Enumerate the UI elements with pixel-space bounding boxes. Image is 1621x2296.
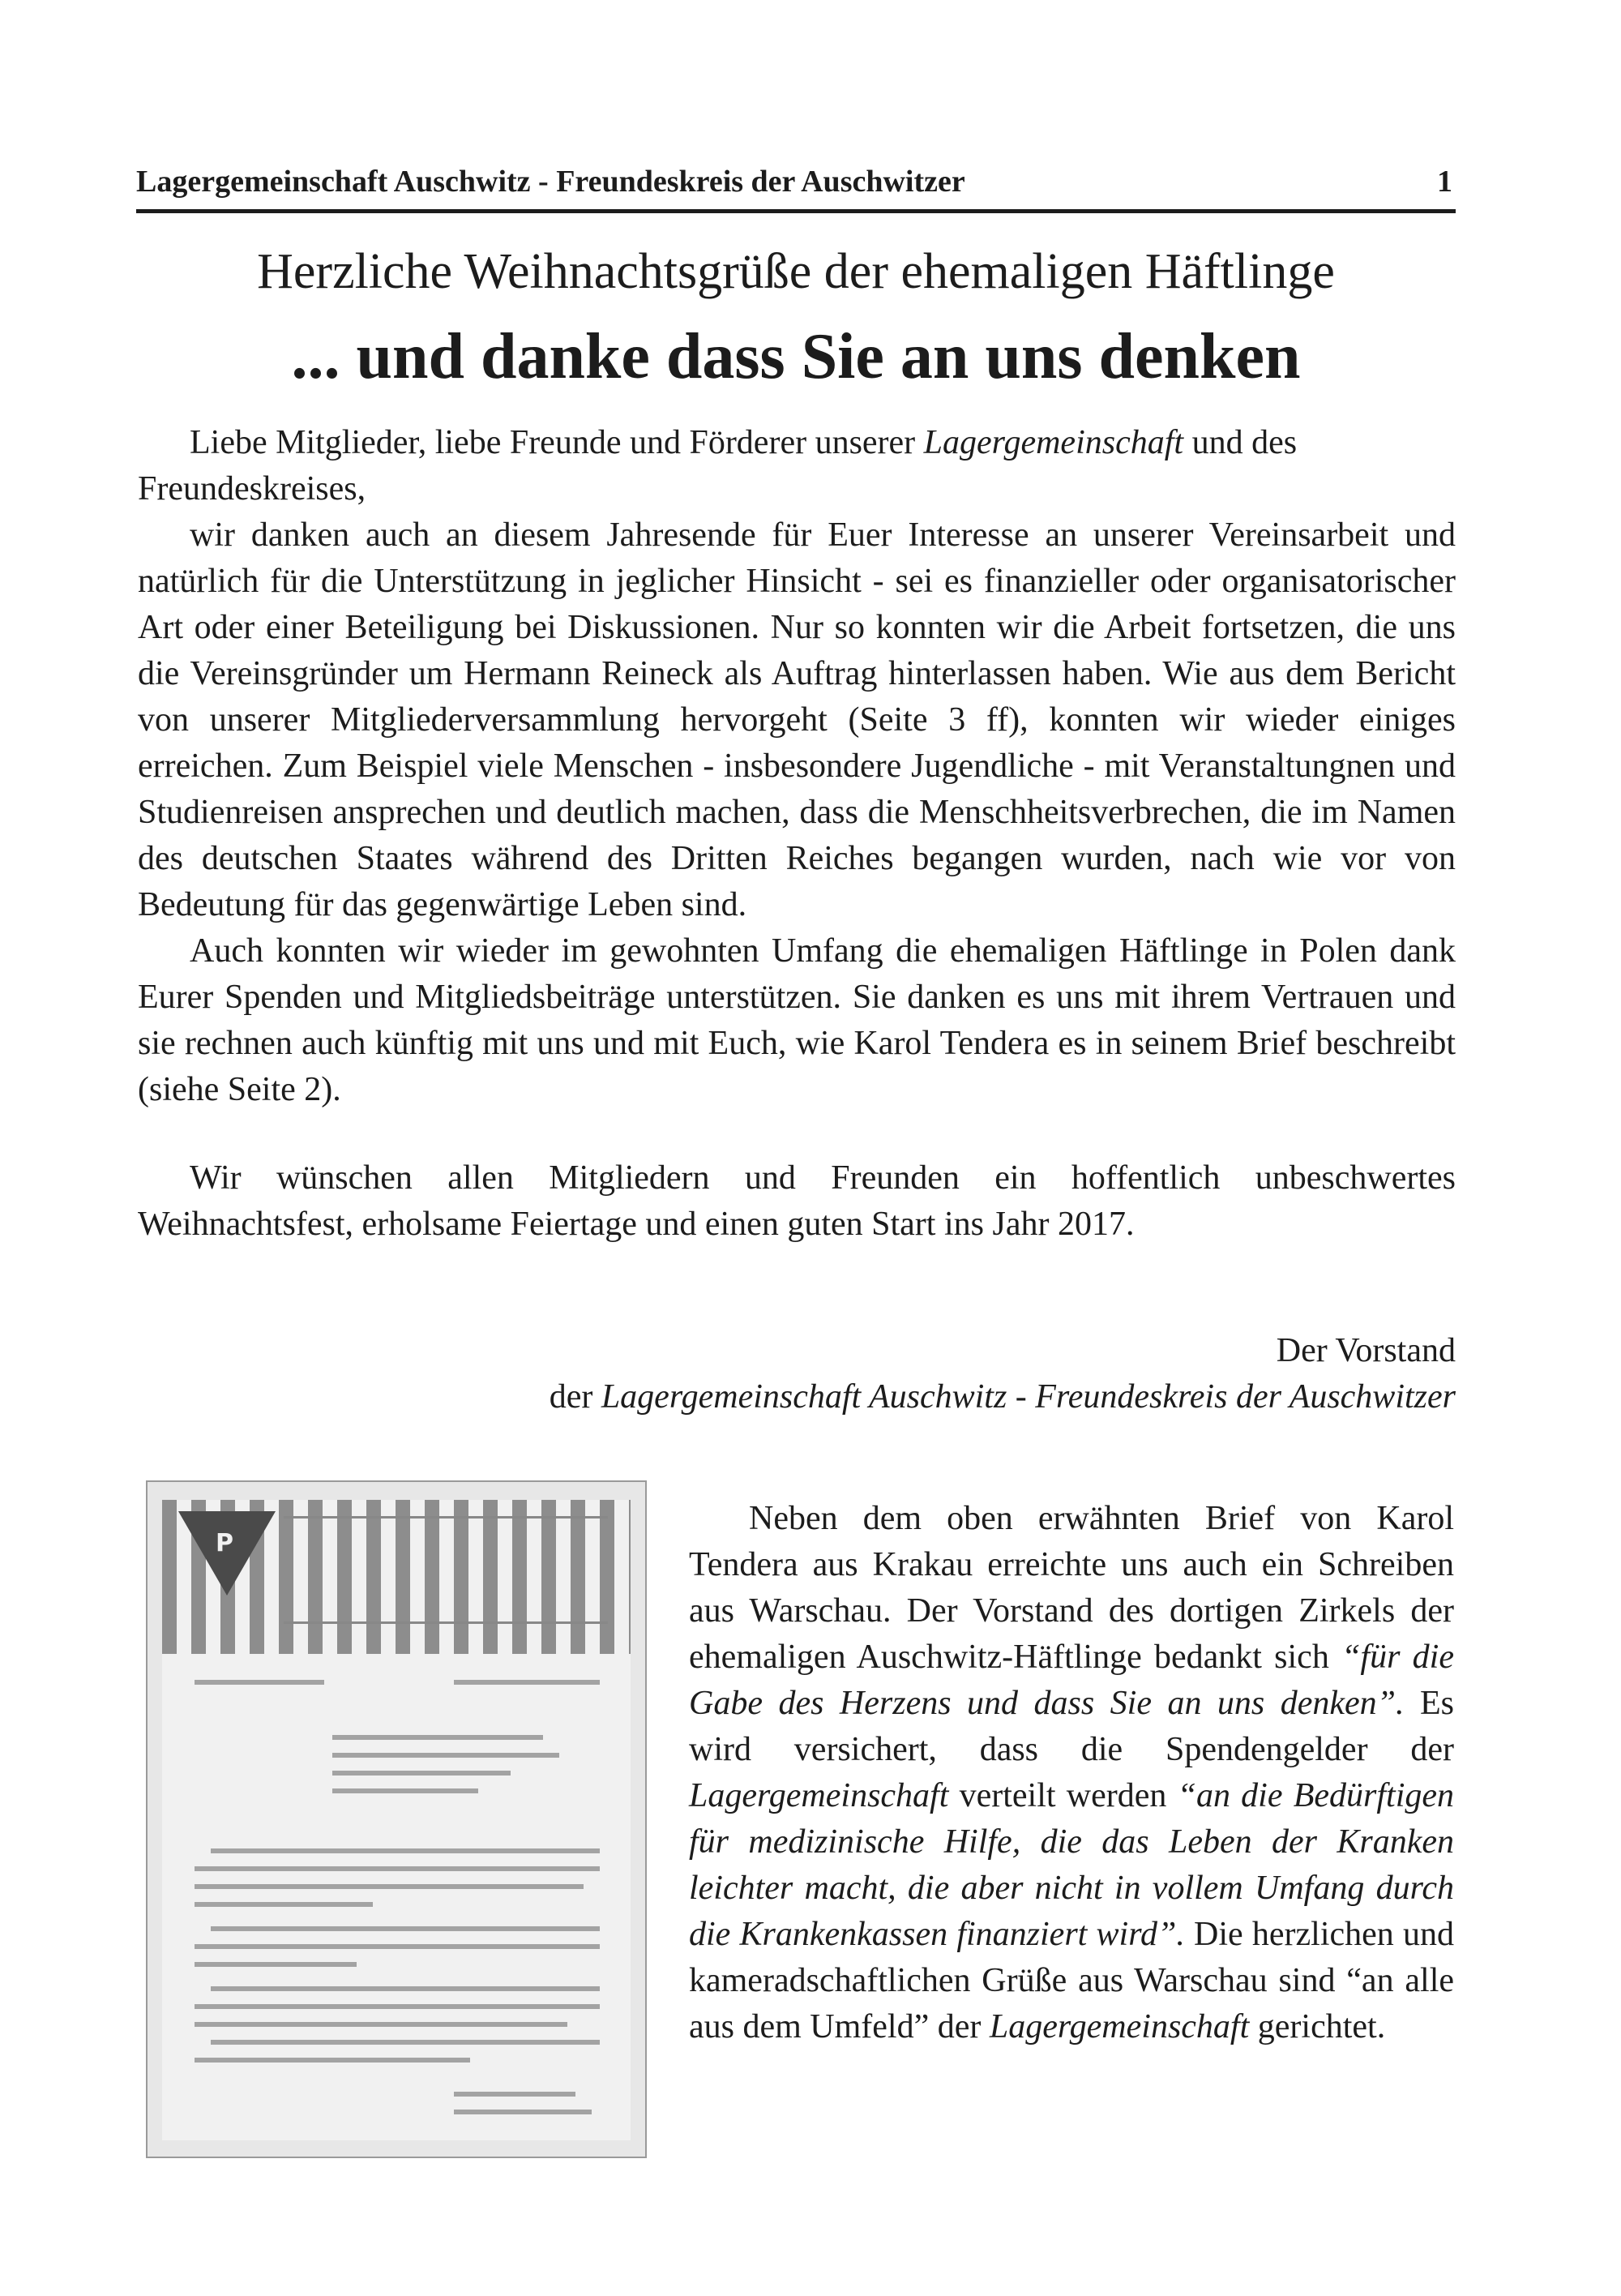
text-line: [211, 1848, 600, 1853]
signature-line1: Der Vorstand: [1276, 1332, 1456, 1369]
side-text-b: Es wird versichert, dass die Spendengelder der: [689, 1685, 1454, 1768]
text-line: [332, 1753, 559, 1758]
text-line: [195, 1680, 324, 1685]
text-line: [195, 2058, 470, 2063]
letterhead-line: [284, 1621, 608, 1624]
headline-line1: Herzliche Weihnachtsgrüße der ehemaligen Häftlinge: [257, 244, 1335, 299]
signature-line2-prefix: der: [549, 1378, 601, 1416]
header-title: Lagergemeinschaft Auschwitz - Freundeskreis der Auschwitzer: [136, 165, 965, 199]
letter-paragraph-3: Wir wünschen allen Mitgliedern und Freunden ein hoffentlich unbeschwertes Weihnachtsfest, erholsame Feiertage und einen guten Start ins Jahr 2017.: [138, 1159, 1456, 1243]
side-quote-2: “an die Bedürftigen für medizinische Hilfe, die das Leben der Kranken leichter macht, die aber nicht in vollem Umfang durch die Krankenkassen finanziert wird”.: [689, 1777, 1454, 1953]
letter-body: [138, 420, 1456, 1248]
side-text-c: verteilt werden: [948, 1777, 1178, 1814]
side-italic-2: Lagergemeinschaft: [989, 2008, 1250, 2045]
greeting-italic: Lagergemeinschaft: [923, 424, 1184, 461]
side-text-d: Die herzlichen und kameradschaftlichen Grüße aus Warschau sind “an alle aus dem Umfeld” der: [689, 1916, 1454, 2045]
page-number: 1: [1437, 165, 1452, 199]
text-line: [332, 1735, 543, 1740]
side-text-a: Neben dem oben erwähnten Brief von Karol Tendera aus Krakau erreichte uns auch ein Schreiben aus Warschau. Der Vorstand des dortigen Zirkels der ehemaligen Auschwitz-Häftlinge bedankt sich: [689, 1500, 1454, 1676]
letterhead-line: [284, 1516, 608, 1519]
text-line: [195, 1884, 584, 1889]
side-article-paragraph: [689, 1496, 1454, 2050]
text-line: [195, 1944, 600, 1949]
text-line: [211, 1986, 600, 1991]
text-line: [195, 1962, 357, 1967]
greeting-prefix: Liebe Mitglieder, liebe Freunde und Förderer unserer: [190, 424, 924, 461]
side-quote-1: “für die Gabe des Herzens und dass Sie an uns denken”.: [689, 1638, 1454, 1722]
text-line: [195, 2022, 567, 2027]
page-header: [136, 161, 1456, 213]
text-line: [195, 1866, 600, 1871]
letter-paragraph-2: Auch konnten wir wieder im gewohnten Umfang die ehemaligen Häftlinge in Polen dank Eurer Spenden und Mitgliedsbeiträge unterstützen. Sie danken es uns mit ihrem Vertrauen und sie rechnen auch künftig mit uns und mit Euch, wie Karol Tendera es in seinem Brief beschreibt (siehe Seite 2).: [138, 932, 1456, 1108]
side-article: [689, 1496, 1454, 2050]
text-line: [332, 1788, 478, 1793]
letter-photo: [146, 1480, 647, 2158]
text-line: [454, 2110, 592, 2114]
text-line: [454, 1680, 600, 1685]
side-italic-1: Lagergemeinschaft: [689, 1777, 949, 1814]
signature-line2-italic: Lagergemeinschaft Auschwitz - Freundeskreis der Auschwitzer: [601, 1378, 1456, 1416]
text-line: [454, 2092, 575, 2097]
text-line: [211, 1926, 600, 1931]
greeting-suffix: und des Freundeskreises,: [138, 424, 1298, 508]
text-line: [195, 2004, 600, 2009]
signature-line2: [138, 1374, 1456, 1420]
headline-line2: ... und danke dass Sie an uns denken: [291, 321, 1301, 392]
text-line: [332, 1771, 511, 1776]
text-line: [195, 1902, 373, 1907]
signature: [138, 1328, 1456, 1420]
text-line: [211, 2040, 600, 2045]
side-text-e: gerichtet.: [1249, 2008, 1386, 2045]
paragraph-gap: [138, 1113, 1456, 1155]
greeting: [138, 420, 1456, 512]
letter-photo-paper: [162, 1500, 631, 2140]
triangle-letter: P: [216, 1529, 233, 1557]
letter-paragraph-1: wir danken auch an diesem Jahresende für Euer Interesse an unserer Vereinsarbeit und natürlich für die Unterstützung in jeglicher Hinsicht - sei es finanzieller oder organisatorischer Art oder einer Beteiligung bei Diskussionen. Nur so konnten wir die Arbeit fortsetzen, die uns die Vereinsgründer um Hermann Reineck als Auftrag hinterlassen haben. Wie aus dem Bericht von unserer Mitgliederversammlung hervorgeht (Seite 3 ff), konnten wir wieder einiges erreichen. Zum Beispiel viele Menschen - insbesondere Jugendliche - mit Veranstaltungnen und Studienreisen ansprechen und deutlich machen, dass die Menschheitsverbrechen, die im Namen des deutschen Staates während des Dritten Reiches begangen wurden, nach wie vor von Bedeutung für das gegenwärtige Leben sind.: [138, 516, 1456, 923]
